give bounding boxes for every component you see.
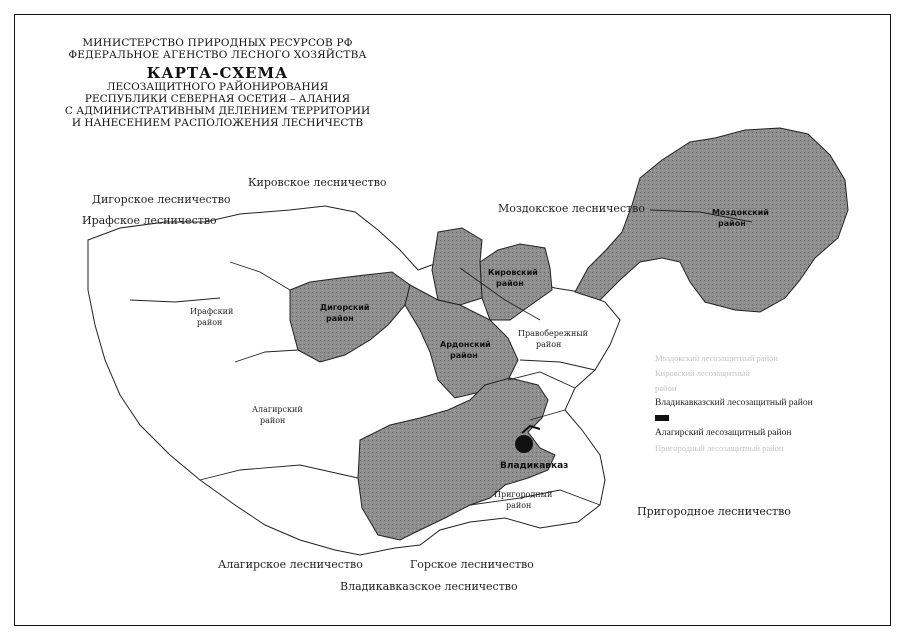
prigorodny-district-label-1: Пригородный [494,490,553,499]
agency-line: ФЕДЕРАЛЬНОЕ АГЕНСТВО ЛЕСНОГО ХОЗЯЙСТВА [68,48,367,61]
legend-swatch-row [655,410,855,425]
legend-faint-3: район [655,382,677,393]
alagir-district-label-1: Алагирский [252,405,303,414]
title-line-3: С АДМИНИСТРАТИВНЫМ ДЕЛЕНИЕМ ТЕРРИТОРИИ [64,104,371,117]
map-heading: КАРТА-СХЕМА [146,63,289,82]
gorskoe-forestry-label: Горское лесничество [410,558,534,571]
ardon-district-label-2: район [450,351,478,360]
iraf-district-label-2: район [197,318,223,327]
legend-faint-2: Кировский лесозащитный [655,367,750,378]
legend-alagir [655,425,855,440]
northern-shaded-block [432,228,482,305]
digora-district-label-1: Дигорский [320,303,370,312]
prigorodnoe-forestry-label: Пригородное лесничество [637,505,791,518]
ardon-district-label-1: Ардонский [440,340,491,349]
kirov-district-label-1: Кировский [488,268,538,277]
title-line-1: ЛЕСОЗАЩИТНОГО РАЙОНИРОВАНИЯ [106,81,329,94]
pravoberezhny-district-label-2: район [536,340,562,349]
city-label: Владикавказ [500,461,569,471]
legend-alagir-label: Алагирский лесозащитный район [655,427,792,438]
mozdok-district [575,128,848,312]
vladikavkaz-city-marker [515,435,533,453]
mozdok-district-label-1: Моздокский [712,208,769,217]
legend-vladikavkaz-label: Владикавказский лесозащитный район [655,397,813,408]
title-line-2: РЕСПУБЛИКИ СЕВЕРНАЯ ОСЕТИЯ – АЛАНИЯ [84,93,351,106]
legend-faint-1: Моздокский лесозащитный район [655,352,778,363]
vladikavkaz-forestry-label: Владикавказское лесничество [340,580,518,593]
iraf-district-label-1: Ирафский [190,307,234,316]
prigorodny-district-label-2: район [506,501,532,510]
alagir-district-label-2: район [260,416,286,425]
title-line-4: И НАНЕСЕНИЕМ РАСПОЛОЖЕНИЯ ЛЕСНИЧЕСТВ [71,116,364,129]
legend-black-swatch [655,415,669,421]
pravoberezhny-district-label-1: Правобережный [518,329,588,338]
alagir-forestry-label: Алагирское лесничество [218,558,363,571]
digora-district-label-2: район [326,314,354,323]
mozdok-forestry-label: Моздокское лесничество [498,202,645,215]
kirov-forestry-label: Кировское лесничество [248,176,387,189]
mozdok-district-label-2: район [718,219,746,228]
legend-vladikavkaz [655,395,855,410]
digora-forestry-label: Дигорское лесничество [92,193,231,206]
iraf-forestry-label: Ирафское лесничество [82,214,217,227]
legend-faint-4: Пригородный лесозащитный район [655,442,784,453]
kirov-district-label-2: район [496,279,524,288]
legend [655,350,855,455]
ministry-line: МИНИСТЕРСТВО ПРИРОДНЫХ РЕСУРСОВ РФ [82,37,353,49]
